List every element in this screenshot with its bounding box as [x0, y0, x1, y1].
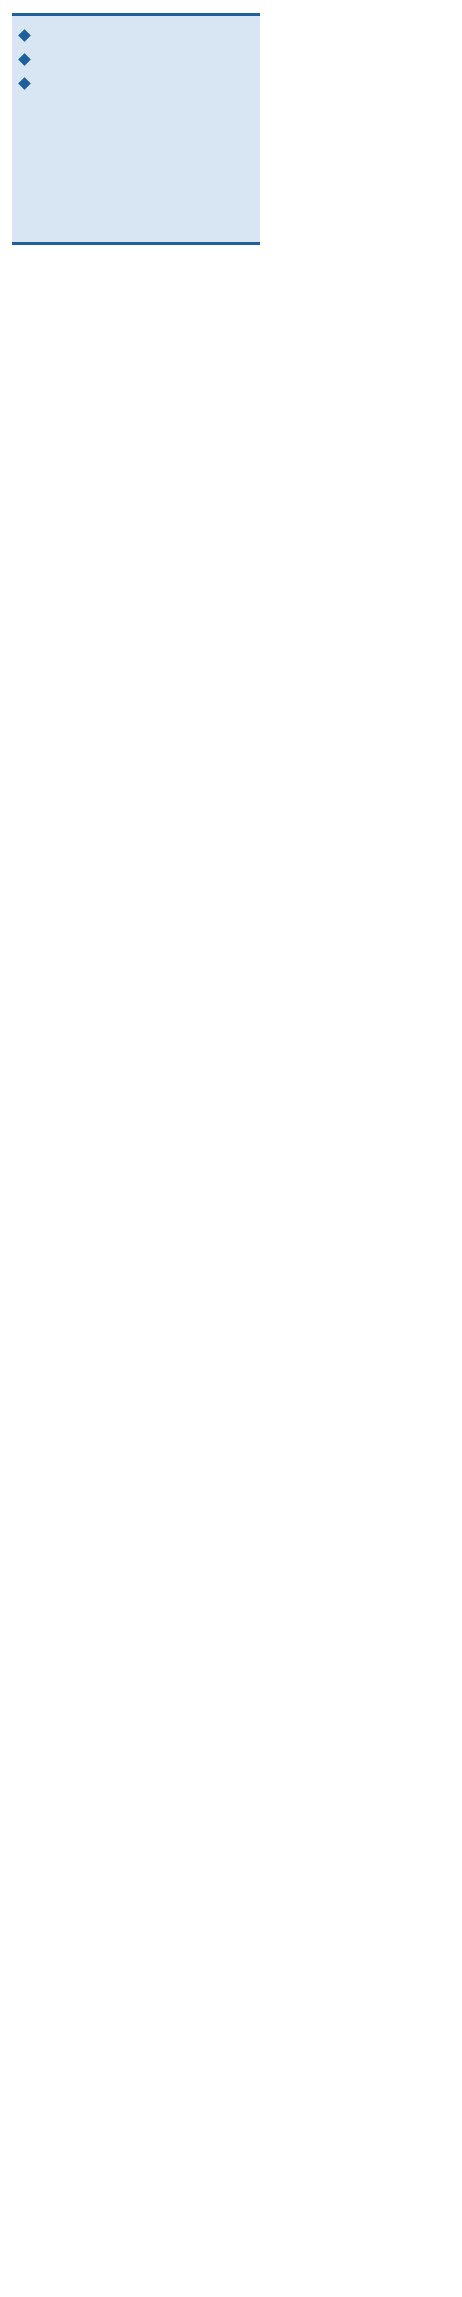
diamond-bullet-icon [18, 53, 31, 66]
pull-quote-item [20, 72, 252, 88]
section-1 [12, 9, 450, 251]
diamond-bullet-icon [18, 77, 31, 90]
diamond-bullet-icon [18, 29, 31, 42]
pull-quote-item [20, 48, 252, 64]
pull-quote-box [12, 13, 260, 245]
article-body [12, 9, 450, 251]
pull-quote-item [20, 24, 252, 40]
